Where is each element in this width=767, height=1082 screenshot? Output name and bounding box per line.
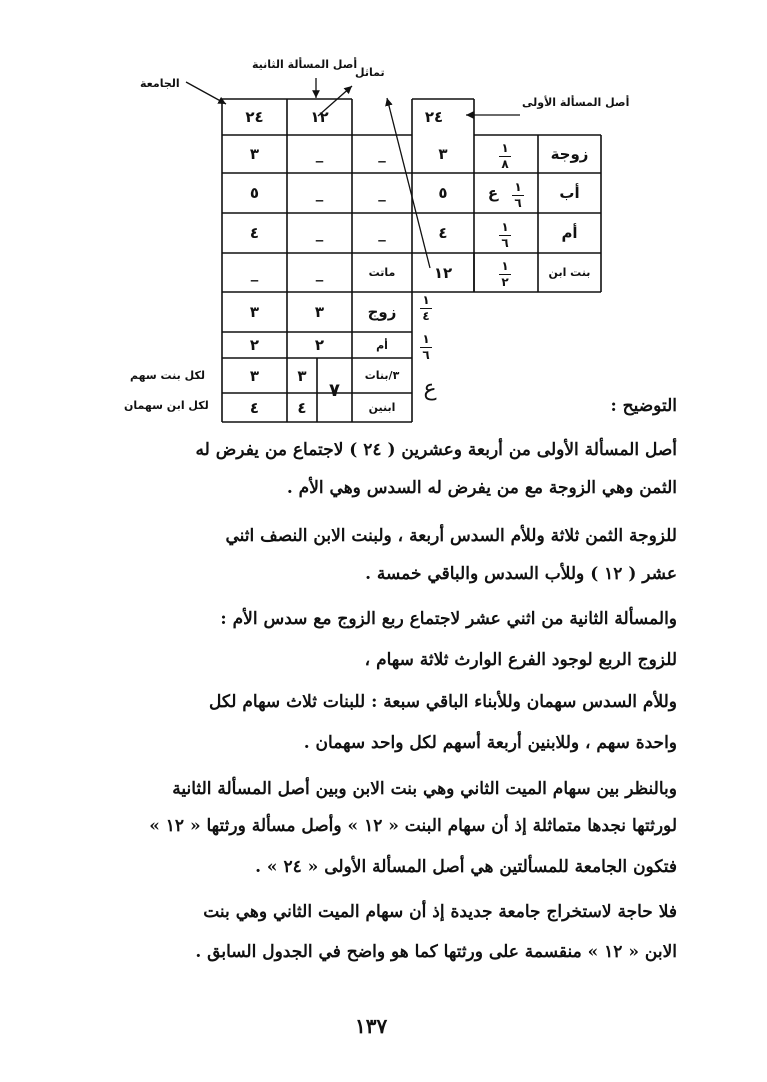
heir-daughters: ٣/بنات — [364, 369, 400, 382]
jamia-value: ٢٤ — [245, 108, 264, 126]
second-cell: _ — [315, 145, 324, 163]
second-cell: _ — [315, 184, 324, 202]
share-num: ١ — [501, 259, 509, 273]
asaba-mark: ع — [487, 184, 499, 202]
second-cell: ٣ — [249, 145, 260, 163]
paragraph-line: وبالنظر بين سهام الميت الثاني وهي بنت الابن وبين أصل المسألة الثانية — [172, 779, 677, 799]
paragraph-line: عشر ( ١٢ ) وللأب السدس والباقي خمسة . — [365, 564, 677, 584]
remainder-value: ٧ — [329, 379, 340, 401]
paragraph-line: فتكون الجامعة للمسألتين هي أصل المسألة الأولى « ٢٤ » . — [255, 857, 677, 877]
second-problem-asl: ١٢ — [310, 108, 329, 126]
share-den: ٨ — [501, 157, 509, 171]
second-cell: ٢ — [249, 336, 260, 354]
second-cell: ٢ — [314, 336, 325, 354]
explanation-heading: التوضيح : — [610, 396, 677, 416]
share-num: ١ — [501, 141, 509, 155]
share-fraction — [499, 260, 511, 289]
share-fraction — [499, 221, 511, 250]
heir-sons: ابنين — [368, 401, 396, 414]
label-jamia: الجامعة — [140, 77, 180, 90]
label-asl-second: أصل المسألة الثانية — [252, 58, 358, 71]
deceased-label: ماتت — [368, 266, 396, 279]
share-value: ٥ — [438, 184, 448, 202]
share-fraction — [420, 294, 432, 323]
heir-mother: أم — [561, 224, 578, 242]
paragraph-line: وللأم السدس سهمان وللأبناء الباقي سبعة : للبنات ثلاث سهام لكل — [209, 692, 677, 712]
share-fraction — [420, 333, 432, 362]
paragraph-line: والمسألة الثانية من اثني عشر لاجتماع ربع الزوج مع سدس الأم : — [220, 609, 677, 629]
share-den: ٤ — [422, 309, 430, 323]
share-den: ٢ — [501, 275, 509, 289]
paragraph-line: واحدة سهم ، وللابنين أربعة أسهم لكل واحد سهمان . — [303, 733, 677, 753]
paragraph-line: أصل المسألة الأولى من أربعة وعشرين ( ٢٤ ) لاجتماع من يفرض له — [195, 440, 677, 460]
share-den: ٦ — [501, 236, 509, 250]
second-cell: ٣ — [249, 303, 260, 321]
share-fraction — [512, 181, 524, 210]
share-value: ١٢ — [433, 263, 453, 282]
second-cell: ٣ — [314, 303, 325, 321]
second-cell: ٥ — [249, 184, 260, 202]
share-num: ١ — [501, 220, 509, 234]
heir-father: أب — [559, 184, 580, 202]
note-each-son: لكل ابن سهمان — [124, 399, 209, 412]
heir-wife: زوجة — [550, 145, 589, 163]
second-cell: ٣ — [249, 366, 260, 385]
second-cell: _ — [378, 224, 386, 242]
share-fraction — [499, 142, 511, 171]
second-cell: _ — [378, 184, 386, 202]
second-cell: _ — [315, 263, 324, 282]
share-num: ١ — [422, 332, 430, 346]
heir-husband: زوج — [367, 303, 397, 321]
label-asl-first: أصل المسألة الأولى — [522, 96, 630, 109]
share-num: ١ — [422, 293, 430, 307]
second-cell: _ — [315, 224, 324, 242]
paragraph-line: للزوجة الثمن ثلاثة وللأم السدس أربعة ، ولبنت الابن النصف اثني — [225, 526, 677, 546]
note-each-daughter: لكل بنت سهم — [130, 369, 205, 382]
second-cell: ٤ — [297, 398, 307, 417]
second-cell: _ — [378, 145, 386, 163]
share-value: ٣ — [438, 145, 448, 163]
share-den: ٦ — [422, 348, 430, 362]
asaba-mark: ع — [423, 375, 437, 401]
first-problem-asl: ٢٤ — [424, 108, 444, 126]
page-number: ١٣٧ — [355, 1014, 388, 1038]
share-den: ٦ — [514, 196, 522, 210]
share-num: ١ — [514, 180, 522, 194]
second-cell: ٣ — [297, 366, 307, 385]
heir-mother-2: أم — [376, 338, 388, 352]
second-cell: _ — [250, 263, 259, 282]
second-cell: ٤ — [249, 224, 260, 242]
paragraph-line: الثمن وهي الزوجة مع من يفرض له السدس وهي الأم . — [286, 478, 677, 498]
label-tamathul: تماثل — [355, 66, 385, 79]
paragraph-line: الابن « ١٢ » منقسمة على ورثتها كما هو واضح في الجدول السابق . — [195, 942, 677, 962]
heir-sons-daughter: بنت ابن — [548, 266, 591, 279]
share-value: ٤ — [438, 224, 448, 242]
paragraph-line: للزوج الربع لوجود الفرع الوارث ثلاثة سهام ، — [364, 650, 677, 670]
paragraph-line: فلا حاجة لاستخراج جامعة جديدة إذ أن سهام الميت الثاني وهي بنت — [203, 902, 677, 922]
second-cell: ٤ — [249, 398, 260, 417]
paragraph-line: لورثتها نجدها متماثلة إذ أن سهام البنت « ١٢ » وأصل مسألة ورثتها « ١٢ » — [149, 816, 677, 836]
